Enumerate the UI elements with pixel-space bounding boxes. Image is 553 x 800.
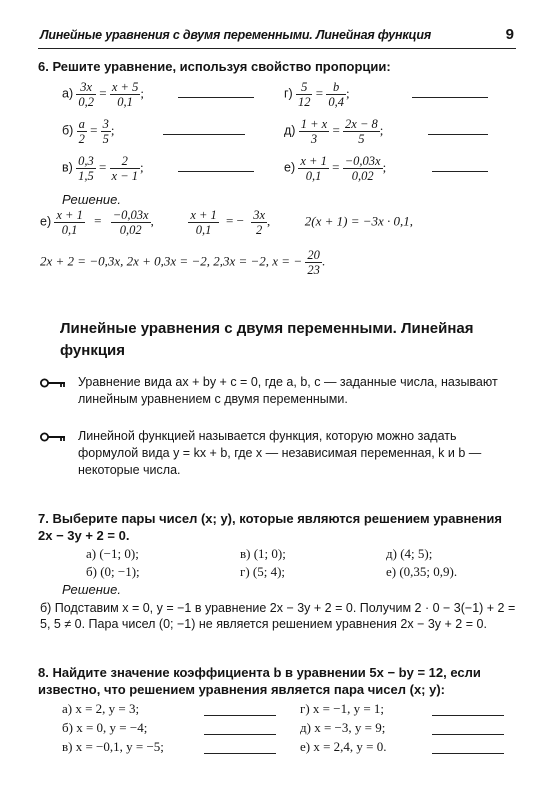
definition-1 — [40, 374, 518, 408]
task-6-solution-line-1: е) $\frac{x + 1}{0,1}$ = $\frac{-0,03x}{0,02}$ , $\frac{x + 1}{0,1}$ = − $\frac{3x}{2}$ , 2(x + 1) = −3x · 0,1, — [40, 208, 414, 237]
task-8-item-v: в) x = −0,1, y = −5; — [62, 739, 164, 754]
key-icon — [40, 430, 66, 444]
task-7-option-d: д) (4; 5); — [386, 546, 433, 561]
answer-blank — [163, 134, 245, 135]
answer-blank — [432, 753, 504, 754]
answer-blank — [428, 134, 488, 135]
task-7-solution: б) Подставим x = 0, y = −1 в уравнение 2x − 3y + 2 = 0. Получим 2 · 0 − 3(−1) + 2 = 5, 5 ≠ 0. Пара чисел (0; −1) не является решением уравнения 2x − 3y + 2 = 0. — [40, 601, 516, 631]
task-7-option-v: в) (1; 0); — [240, 546, 286, 561]
task-6-solution-label: Решение. — [62, 192, 122, 207]
answer-blank — [178, 97, 254, 98]
task-7-option-g: г) (5; 4); — [240, 564, 286, 579]
header-title: Линейные уравнения с двумя переменными. Линейная функция — [40, 28, 432, 42]
task-8-title: 8. Найдите значение коэффициента b в уравнении 5x − by = 12, если известно, что решением уравнения является пара чисел (x; y): — [38, 665, 481, 697]
task-7-option-a: а) (−1; 0); — [86, 546, 139, 561]
running-header — [38, 26, 516, 49]
task-7-option-e: е) (0,35; 0,9). — [386, 564, 458, 579]
task-6-title: 6. Решите уравнение, используя свойство пропорции: — [38, 59, 391, 74]
section-heading: Линейные уравнения с двумя переменными. Линейная функция — [60, 320, 474, 359]
key-icon — [40, 376, 66, 390]
task-6-item-d: д) $\frac{1 + x}{3}$ = $\frac{2x - 8}{5}$ ; — [284, 117, 384, 146]
task-7-option-b: б) (0; −1); — [86, 564, 140, 579]
task-7-solution-label: Решение. — [62, 582, 122, 597]
answer-blank — [204, 753, 276, 754]
task-6-item-g: г) $\frac{5}{12}$ = $\frac{b}{0,4}$ ; — [284, 80, 350, 109]
definition-1-text: Уравнение вида ax + by + c = 0, где a, b, c — заданные числа, называют линейным уравнением с двумя переменными. — [78, 375, 498, 406]
task-8-item-a: а) x = 2, y = 3; — [62, 701, 140, 716]
task-8-item-e: е) x = 2,4, y = 0. — [300, 739, 387, 754]
task-6-item-e: е) $\frac{x + 1}{0,1}$ = $\frac{-0,03x}{0,02}$ ; — [284, 154, 387, 183]
answer-blank — [412, 97, 488, 98]
task-6-item-a: а) $\frac{3x}{0,2}$ = $\frac{x + 5}{0,1}$ ; — [62, 80, 144, 109]
answer-blank — [204, 715, 276, 716]
definition-2 — [40, 428, 518, 479]
definition-2-text: Линейной функцией называется функция, которую можно задать формулой вида y = kx + b, где x — независимая переменная, k и b — некоторые числа. — [78, 429, 482, 477]
task-8-item-d: д) x = −3, y = 9; — [300, 720, 386, 735]
task-7-title: 7. Выберите пары чисел (x; y), которые являются решением уравнения 2x − 3y + 2 = 0. — [38, 511, 502, 543]
task-6-item-b: б) $\frac{a}{2}$ = $\frac{3}{5}$ ; — [62, 117, 115, 146]
answer-blank — [178, 171, 254, 172]
answer-blank — [204, 734, 276, 735]
page-number: 9 — [505, 26, 514, 43]
task-8-item-b: б) x = 0, y = −4; — [62, 720, 148, 735]
answer-blank — [432, 171, 488, 172]
task-6-solution-line-2: 2x + 2 = −0,3x, 2x + 0,3x = −2, 2,3x = −2, x = − $\frac{20}{23}$ . — [40, 248, 326, 277]
task-8-item-g: г) x = −1, y = 1; — [300, 701, 385, 716]
task-6-item-v: в) $\frac{0,3}{1,5}$ = $\frac{2}{x - 1}$ ; — [62, 154, 144, 183]
answer-blank — [432, 734, 504, 735]
answer-blank — [432, 715, 504, 716]
